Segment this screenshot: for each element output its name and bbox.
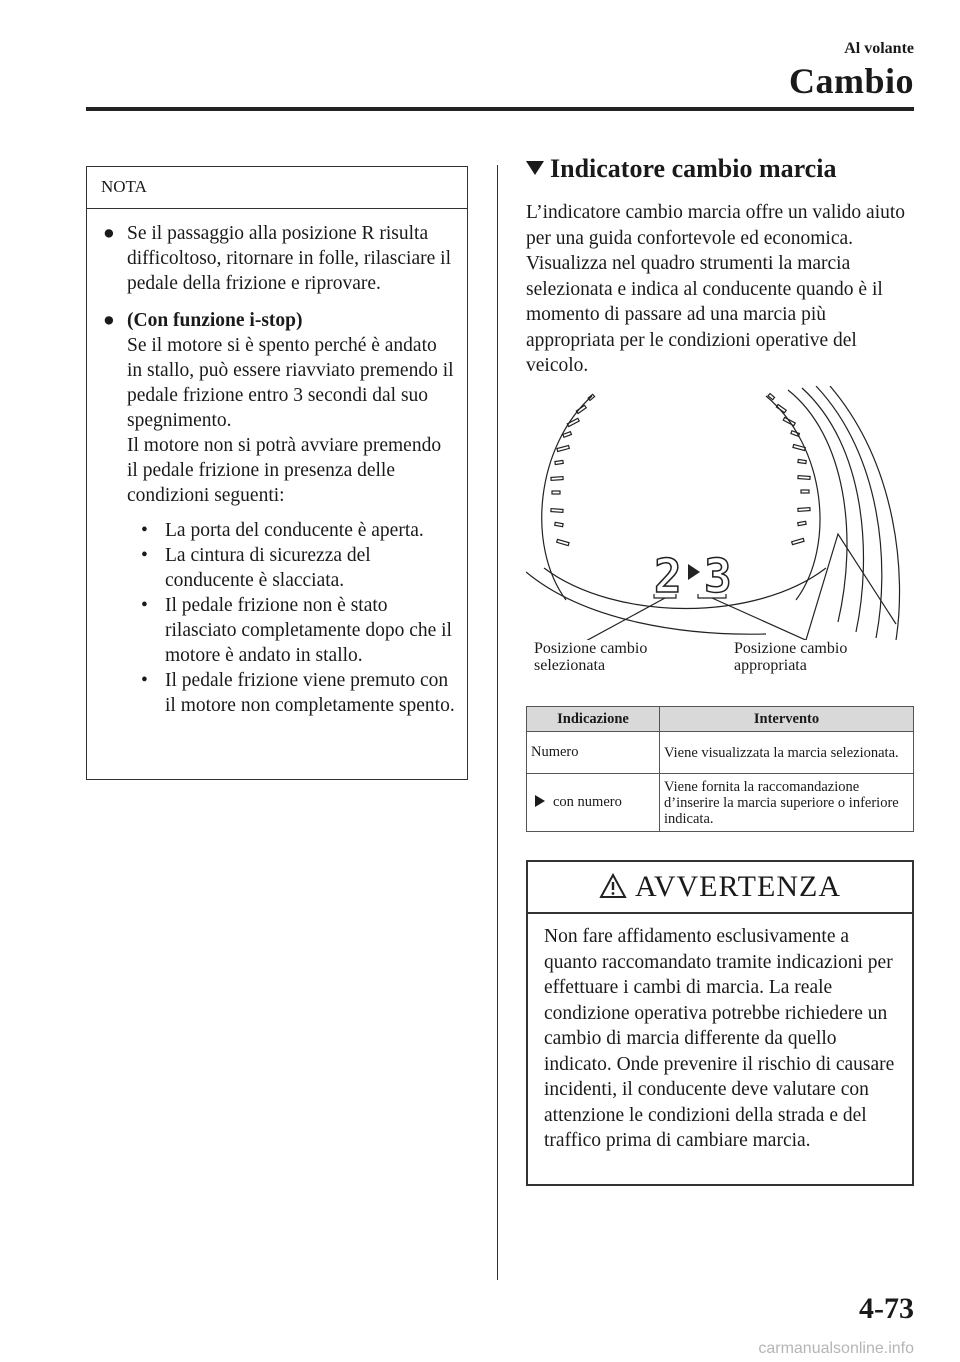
callout-text: selezionata bbox=[534, 657, 606, 674]
nota-bullet-title: (Con funzione i-stop) bbox=[127, 310, 303, 331]
shift-up-arrow-icon bbox=[688, 564, 700, 580]
indicator-table bbox=[526, 706, 914, 832]
section-heading-text: Indicatore cambio marcia bbox=[550, 154, 837, 183]
list-item bbox=[127, 593, 455, 668]
list-item-text: Il pedale frizione viene premuto con il motore non completamente spento. bbox=[165, 670, 455, 716]
instrument-cluster-illustration bbox=[526, 386, 914, 640]
bullet-icon: ● bbox=[103, 310, 115, 331]
nota-title: NOTA bbox=[87, 167, 467, 209]
table-cell-text: con numero bbox=[553, 794, 622, 810]
gauge-ticks-right bbox=[768, 394, 810, 545]
warning-title: AVVERTENZA bbox=[635, 870, 841, 903]
page-title: Cambio bbox=[788, 61, 914, 101]
column-divider bbox=[497, 165, 498, 1280]
nota-bullet bbox=[101, 308, 455, 718]
list-item bbox=[127, 668, 455, 718]
callout-text: Posizione cambio bbox=[534, 640, 648, 657]
nota-body bbox=[87, 209, 467, 718]
nota-bullet-text: Se il motore si è spento perché è andato in stallo, può essere riavviato premendo il pedale frizione entro 3 secondi dal suo spegnimento. bbox=[127, 335, 454, 431]
list-item bbox=[127, 543, 455, 593]
watermark: carmanualsonline.info bbox=[758, 1340, 914, 1357]
table-cell: Viene fornita la raccomandazione d’inserire la marcia superiore o inferiore indicata. bbox=[660, 774, 914, 832]
gear-recommended-digit: 3 bbox=[704, 549, 732, 603]
table-cell bbox=[527, 774, 660, 832]
table-header-row bbox=[527, 707, 914, 732]
list-item-text: La porta del conducente è aperta. bbox=[165, 520, 424, 541]
header-rule bbox=[86, 107, 914, 111]
section-heading bbox=[526, 154, 836, 184]
warning-box bbox=[526, 860, 914, 1186]
list-item-text: La cintura di sicurezza del conducente è slacciata. bbox=[165, 545, 371, 591]
table-header: Intervento bbox=[660, 707, 914, 732]
nota-box bbox=[86, 166, 468, 780]
bullet-icon: • bbox=[141, 670, 148, 691]
nota-sublist bbox=[127, 518, 455, 718]
callout-appropriate-label bbox=[734, 640, 847, 674]
table-header: Indicazione bbox=[527, 707, 660, 732]
gear-selected-digit: 2 bbox=[654, 549, 682, 603]
page-number: 4-73 bbox=[859, 1292, 914, 1325]
warning-header bbox=[528, 862, 912, 914]
callout-text: appropriata bbox=[734, 657, 807, 674]
arrow-right-icon bbox=[535, 795, 545, 807]
list-item bbox=[127, 518, 455, 543]
bullet-icon: • bbox=[141, 520, 148, 541]
nota-bullet-text: Se il passaggio alla posizione R risulta difficoltoso, ritornare in folle, rilasciare il pedale della frizione e riprovare. bbox=[127, 223, 451, 294]
warning-text: Non fare affidamento esclusivamente a quanto raccomandato tramite indicazioni per effettuare i cambi di marcia. La reale condizione operativa potrebbe richiedere un cambio di marcia differente da quello indicato. Onde prevenire il rischio di causare incidenti, il conducente deve valutare con attenzione le condizioni della strada e del traffico prima di cambiare marcia. bbox=[544, 926, 895, 1151]
bullet-icon: ● bbox=[103, 223, 115, 244]
table-cell: Numero bbox=[527, 732, 660, 774]
warning-triangle-icon bbox=[599, 873, 627, 899]
bullet-icon: • bbox=[141, 545, 148, 566]
triangle-down-icon bbox=[526, 161, 544, 175]
nota-bullet bbox=[101, 221, 455, 296]
callout-selected-label bbox=[534, 640, 647, 674]
nota-bullet-text: Il motore non si potrà avviare premendo il pedale frizione in presenza delle condizioni seguenti: bbox=[127, 435, 442, 506]
intro-paragraph: L’indicatore cambio marcia offre un valido aiuto per una guida confortevole ed economica. Visualizza nel quadro strumenti la marcia selezionata e indica al conducente quando è il momento di passare ad una marcia più appropriata per le condizioni operative del veicolo. bbox=[526, 202, 906, 376]
bullet-icon: • bbox=[141, 595, 148, 616]
list-item-text: Il pedale frizione non è stato rilasciato completamente dopo che il motore è andato in stallo. bbox=[165, 595, 452, 666]
table-cell: Viene visualizzata la marcia selezionata. bbox=[660, 732, 914, 774]
header-section: Al volante bbox=[844, 40, 914, 57]
table-row bbox=[527, 774, 914, 832]
callout-text: Posizione cambio bbox=[734, 640, 848, 657]
table-row bbox=[527, 732, 914, 774]
